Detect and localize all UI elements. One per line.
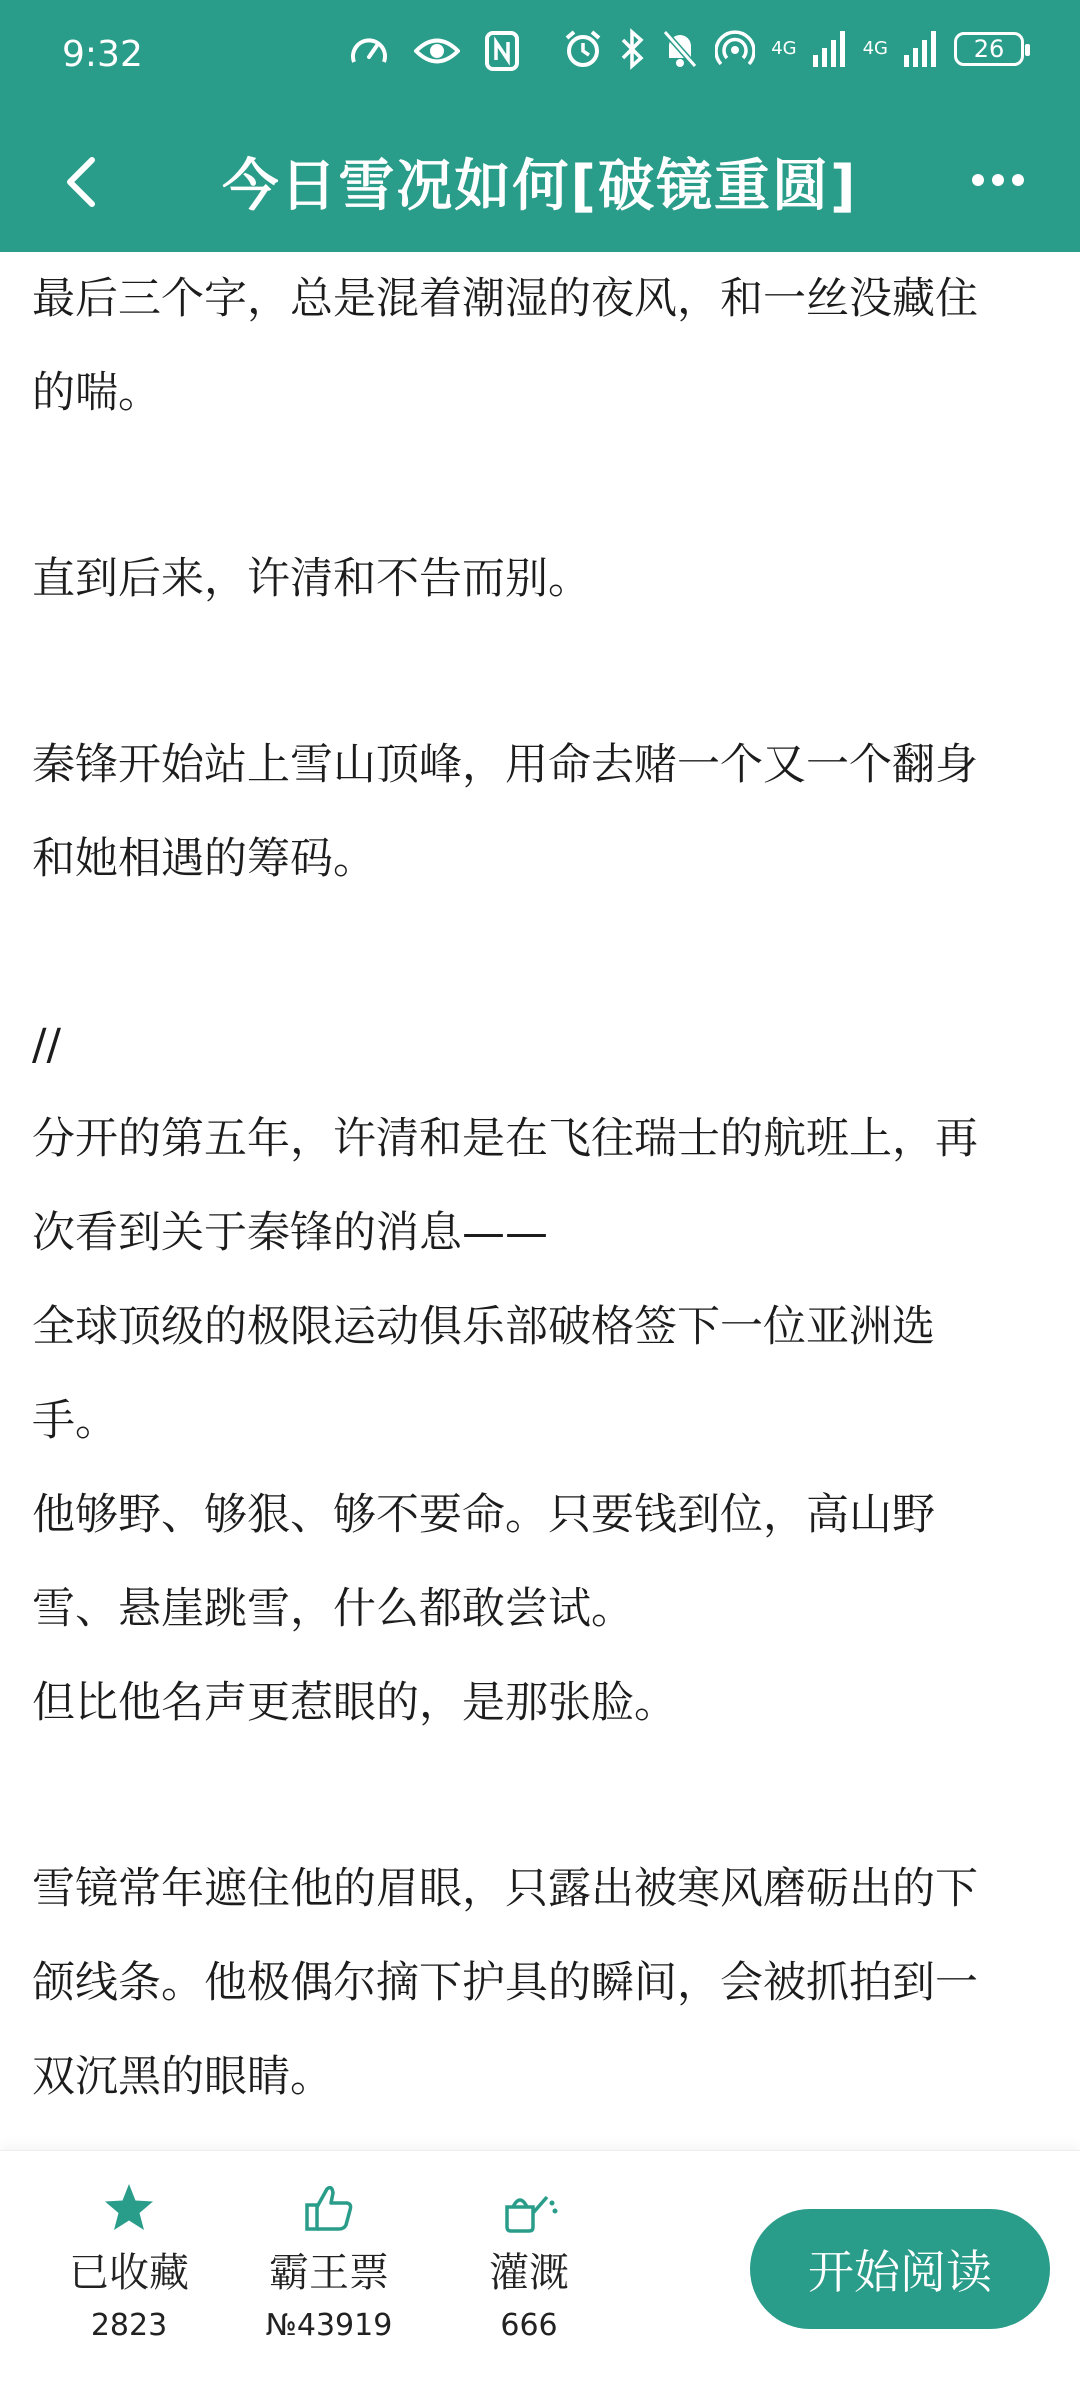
favorite-count: 2823 [90,2308,168,2343]
nfc-icon [484,30,520,72]
thumbs-up-icon [229,2181,429,2237]
mute-bell-icon [661,28,699,70]
text-line: // [32,1020,61,1070]
text-line: 全球顶级的极限运动俱乐部破格签下一位亚洲选 [32,1302,935,1352]
text-line: 双沉黑的眼睛。 [32,2052,333,2102]
alarm-icon [563,28,603,70]
water-count: 666 [500,2308,558,2343]
paragraph-gap [32,1750,1042,1842]
water-button[interactable] [429,2181,629,2343]
network-type-1 [771,40,796,58]
vote-count: №43919 [265,2308,393,2343]
app-bar [0,112,1080,252]
favorite-label: 已收藏 [69,2250,189,2296]
text-line: 和她相遇的筹码。 [32,834,376,884]
text-line: 他够野、够狠、够不要命。只要钱到位，高山野 [32,1490,935,1540]
network-type-2 [863,40,888,58]
bottom-action-bar [0,2150,1080,2383]
water-label: 灌溉 [489,2250,569,2296]
network-label-1: 4G [771,38,797,59]
favorite-button[interactable] [29,2181,229,2343]
text-line: 分开的第五年，许清和是在飞往瑞士的航班上，再 [32,1114,978,1164]
text-line: 但比他名声更惹眼的，是那张脸。 [32,1678,677,1728]
text-line: 手。 [32,1396,118,1446]
text-line: 秦锋开始站上雪山顶峰，用命去赌一个又一个翻身 [32,740,978,790]
page-title: 今日雪况如何[破镜重圆] [222,154,858,219]
signal-icon-2 [904,31,938,67]
hotspot-icon [715,28,755,70]
paragraph-gap [32,906,1042,998]
paragraph-gap [32,626,1042,718]
star-icon [29,2181,229,2237]
text-line: 颌线条。他极偶尔摘下护具的瞬间，会被抓拍到一 [32,1958,978,2008]
text-line: 次看到关于秦锋的消息—— [32,1208,548,1258]
signal-icon-1 [813,31,847,67]
battery-icon: 26 [954,32,1024,66]
eye-icon [414,30,460,72]
status-bar [0,0,1080,112]
status-time: 9:32 [62,34,143,75]
more-options-icon[interactable] [966,160,1030,200]
vote-label: 霸王票 [269,2250,389,2296]
status-system-icons [563,28,1024,70]
watering-can-icon [429,2181,629,2237]
reading-content [32,252,1042,2124]
bluetooth-icon [619,28,645,70]
text-line: 的喘。 [32,368,161,418]
start-reading-button[interactable]: 开始阅读 [750,2209,1050,2329]
text-line: 最后三个字，总是混着潮湿的夜风，和一丝没藏住 [32,274,978,324]
text-line: 直到后来，许清和不告而别。 [32,554,591,604]
status-app-icons [348,30,520,72]
paragraph-gap [32,440,1042,532]
vote-button[interactable] [229,2181,429,2343]
network-label-2: 4G [862,38,888,59]
text-line: 雪、悬崖跳雪，什么都敢尝试。 [32,1584,634,1634]
text-line: 雪镜常年遮住他的眉眼，只露出被寒风磨砺出的下 [32,1864,978,1914]
speedometer-icon [348,30,390,72]
